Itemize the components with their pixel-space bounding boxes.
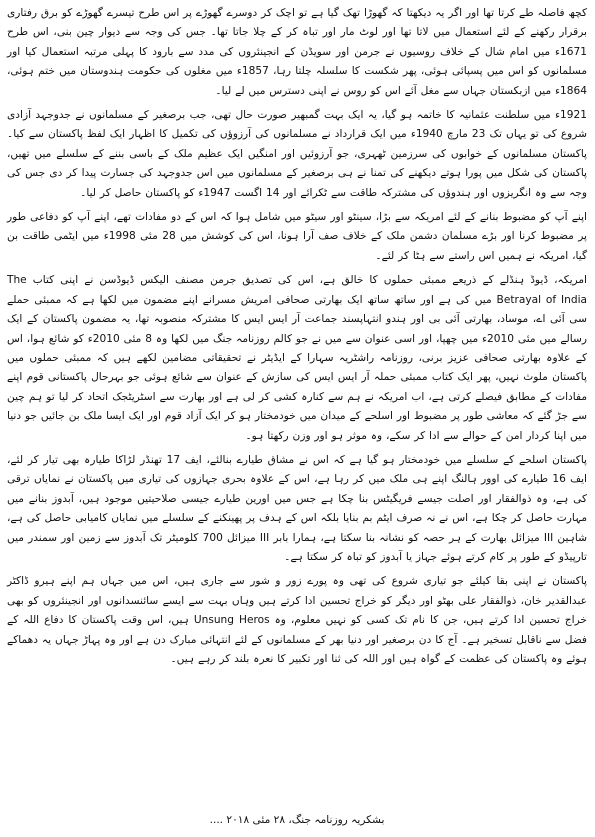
- article-paragraph: پاکستان نے اپنی بقا کیلئے جو تیاری شروع کی تھی وہ پورے زور و شور سے جاری ہیں، اس میں جہاں ہم اپنے ہیرو ڈاکٹر عبدالقدیر خان، ذوالفقار علی بھٹو اور دیگر کو خراج تحسین ادا کرتے ہیں وہاں بہت سے ایسے سائنسدانوں اور انجینئروں کو بھی خراج تحسین ادا کرتے ہیں، جن کا نام تک کسی کو نہیں معلوم، وہ Unsung Heros ہیں، اس وقت پاکستان کا دفاع اللہ کے فضل سے ناقابل تسخیر ہے۔ آج کا دن برصغیر اور دنیا بھر کے مسلمانوں کے لئے انتہائی مبارک دن ہے اور وہ پہاڑ جہاں یہ دھماکے ہوئے وہ پاکستان کی عظمت کے گواہ ہیں اور اللہ کی ثنا اور تکبیر کا نعرہ بلند کر رہے ہیں۔: [7, 575, 587, 665]
- article-paragraph: پاکستان اسلحے کے سلسلے میں خودمختار ہو گیا ہے کہ اس نے مشاق طیارے بنالئے، ایف 17 تھنڈر لڑاکا طیارہ بھی تیار کر لئے، ایف 16 طیارے کی اوور ہالنگ اپنے ہی ملک میں کر رہا ہے، اس کے علاوہ بحری جہازوں کی تیاری میں پاکستان نے نمایاں ترقی کی ہے، وہ ذوالفقار اور اصلت جیسے فریگیٹس بنا چکا ہے جس میں اورین طیارے جیسی صلاحیتیں موجود ہیں، آبدوز بنانے میں مہارت حاصل کر چکا ہے، اس نے نہ صرف ایٹم بم بنایا بلکہ اس کے ہدف پر پھینکنے کے سلسلے میں نمایاں کامیابی حاصل کی ہے، شاہین III میزائل بھارت کے ہر حصہ کو نشانہ بنا سکتا ہے، ہمارا بابر III میزائل 700 کلومیٹر تک آبدوز سے زمین اور سمندر میں تارپیڈو کے طور پر کام کرتے ہوئے جہاز یا آبدوز کو تباہ کر سکتا ہے۔: [7, 453, 587, 563]
- article-paragraph: اپنے آپ کو مضبوط بنانے کے لئے امریکہ سے بڑا، سینٹو اور سیٹو میں شامل ہوا کہ اس کے دو مفادات تھے، اپنے آپ کو دفاعی طور پر مضبوط کرنا اور بڑے مسلمان دشمن ملک کے خلاف صف آرا ہونا، اس کی کوشش میں 28 مئی 1998ء میں ایٹمی طاقت بن گیا، امریکہ نے ہمیں اس راستے سے ہٹا کر لئے۔: [7, 211, 588, 262]
- article-paragraph: 1921ء میں سلطنت عثمانیہ کا خاتمہ ہو گیا، یہ ایک بہت گمبھیر صورت حال تھی، جب برصغیر کے مسلمانوں نے جدوجہد آزادی شروع کی تو یہاں تک 23 مارچ 1940ء میں ایک قرارداد نے مسلمانوں کی آرزوؤں کی تکمیل کا اظہار ایک لفظ پاکستان سے کیا۔ پاکستان مسلمانوں کے خوابوں کی سرزمین ٹھہری، جو آرزوئیں اور امنگیں ایک عظیم ملک کے باسی بننے کے سلسلے میں تھیں، پاکستان کی شکل میں پورا ہوتے دیکھنے کی تمنا نے ہی برصغیر کے مسلمانوں میں اس جدوجہد کی جسارت پیدا کر دی جس کی وجہ سے وہ انگریزوں اور ہندوؤں کی مشترکہ طاقت سے ٹکرائے اور 14 اگست 1947ء کو پاکستان حاصل کر لیا۔: [7, 109, 588, 199]
- article-page: [7, 4, 587, 834]
- article-paragraph: امریکہ، ڈیوڈ ہنڈلے کے ذریعے ممبئی حملوں کا خالق ہے، اس کی تصدیق جرمن مصنف الیکس ڈیوڈسن نے اپنی کتاب The Betrayal of India میں کی ہے اور ساتھ ساتھ ایک بھارتی صحافی امریش مسرانے اپنے مضمون میں لکھا ہے کہ ممبئی حملے سی آئی اے، موساد، بھارتی آئی بی اور ہندو انتہاپسند جماعت آر ایس ایس کا مشترکہ منصوبہ تھا، یہ مضمون پاکستان کے ایک رسالے میں مئی 2010ء میں چھپا، اور اسی عنوان سے میں نے جو کالم روزنامہ جنگ میں لکھا وہ 8 مئی 2010ء کو شائع ہوا، اس کے علاوہ بھارتی صحافی عزیز برنی، روزنامہ راشٹریہ سہارا کے ایڈیٹر نے تحقیقاتی مضامین لکھے ہیں کہ ممبئی حملوں میں پاکستان ملوث نہیں، پھر ایک کتاب ممبئی حملہ آر ایس ایس کی سازش کے عنوان سے شائع ہوئی جو بہرحال پاکستانی قوم اپنے مفادات کے مطابق فیصلے کرتی ہے، اب امریکہ نے ہم سے کنارہ کشی کر لی ہے اور بھارت سے اسٹریٹجک اتحاد کر لیا تو ہم چین سے جڑ گئے کہ معاشی طور پر مضبوط اور اسلحے کے میدان میں خودمختار ہو کر ایک آزاد قوم اور ایک ایسا ملک بن جائیں جو دنیا میں اپنا کردار امن کے حوالے سے ادا کر سکے، وہ موثر ہو اور وزن رکھتا ہو۔: [7, 274, 587, 442]
- article-paragraph: کچھ فاصلہ طے کرتا تھا اور اگر یہ دیکھتا کہ گھوڑا تھک گیا ہے تو اچک کر دوسرے گھوڑے پر اس طرح تیسرے گھوڑے کو برق رفتاری برقرار رکھنے کے لئے استعمال میں لاتا تھا اور لوٹ مار اور تباہ کر کے چلا جاتا تھا۔ جس کی وجہ سے دیوار چین بنی، اس طرح 1671ء میں امام شال کے خلاف روسیوں نے جرمن اور سویڈن کے انجینئروں کی مدد سے بارود کا پہلی مرتبہ استعمال کیا اور مسلمانوں کو اس میں پسپائی ہوئی، پھر شکست کا سلسلہ چلتا رہا، 1857ء میں مغلوں کی حکومت ہندوستان میں ختم ہوئی، 1864ء میں ازبکستان جہاں سے مغل آئے اس کو روس نے اپنی دسترس میں لے لیا۔: [7, 7, 587, 97]
- source-credit: بشکریہ روزنامہ جنگ، ۲۸ مئی ۲۰۱۸ ....: [209, 814, 385, 826]
